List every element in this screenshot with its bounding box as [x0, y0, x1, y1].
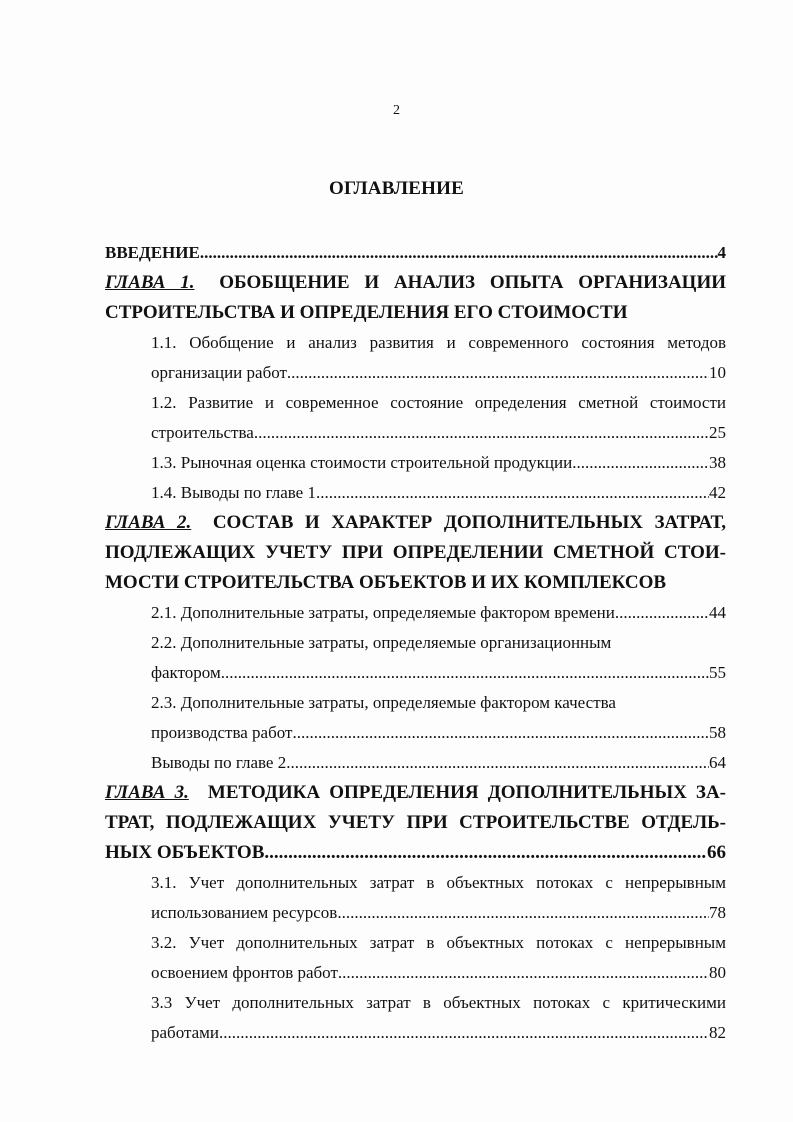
toc-page-number: 64 [709, 753, 726, 772]
toc-entry-title: 1.3. Рыночная оценка стоимости строительной продукции [151, 453, 573, 472]
dot-leader [572, 448, 709, 478]
toc-entry [105, 958, 726, 988]
dot-leader [287, 358, 709, 388]
toc-entry [105, 718, 726, 748]
dot-leader [615, 598, 709, 628]
dot-leader [338, 958, 709, 988]
dot-leader [254, 418, 709, 448]
toc-entry-title: 1.4. Выводы по главе 1 [151, 483, 316, 502]
toc-entry [105, 838, 726, 868]
toc-entry: 1.2. Развитие и современное состояние определения сметной стоимости [151, 393, 726, 412]
chapter-heading-line: ПОДЛЕЖАЩИХ УЧЕТУ ПРИ ОПРЕДЕЛЕНИИ СМЕТНОЙ СТОИ- [105, 542, 726, 563]
chapter-heading [105, 778, 726, 808]
toc-entry [105, 478, 726, 508]
dot-leader [219, 1018, 709, 1048]
toc-entry [105, 448, 726, 478]
toc-entry [105, 658, 726, 688]
toc-page-number: 55 [709, 663, 726, 682]
toc-entry [105, 1018, 726, 1048]
toc-page-number: 78 [709, 903, 726, 922]
toc-entry: 2.3. Дополнительные затраты, определяемые фактором качества [151, 693, 616, 712]
toc-entry-title: фактором [151, 663, 221, 682]
chapter-title-line: ОБОБЩЕНИЕ И АНАЛИЗ ОПЫТА ОРГАНИЗАЦИИ [219, 272, 726, 293]
page-title: ОГЛАВЛЕНИЕ [329, 178, 464, 199]
toc-page-number: 82 [709, 1023, 726, 1042]
toc-entry-intro [105, 238, 726, 268]
dot-leader [264, 838, 707, 868]
toc-page-number: 66 [707, 842, 726, 863]
toc-page-number: 38 [709, 453, 726, 472]
toc-page-number: 25 [709, 423, 726, 442]
toc-entry [105, 358, 726, 388]
toc-entry: 2.2. Дополнительные затраты, определяемые организационным [151, 633, 612, 652]
toc-page-number: 42 [709, 483, 726, 502]
toc-entry-title: использованием ресурсов [151, 903, 338, 922]
dot-leader [316, 478, 709, 508]
chapter-heading [105, 508, 726, 538]
chapter-heading-line: МОСТИ СТРОИТЕЛЬСТВА ОБЪЕКТОВ И ИХ КОМПЛЕКСОВ [105, 572, 667, 593]
chapter-label: ГЛАВА 2. [105, 512, 192, 533]
toc-entry-title: организации работ [151, 363, 287, 382]
toc-page-number: 58 [709, 723, 726, 742]
toc-entry-title: Выводы по главе 2 [151, 753, 287, 772]
chapter-heading [105, 268, 726, 298]
chapter-title-line: СОСТАВ И ХАРАКТЕР ДОПОЛНИТЕЛЬНЫХ ЗАТРАТ, [212, 512, 726, 533]
toc-entry-title: НЫХ ОБЪЕКТОВ [105, 842, 265, 863]
dot-leader [286, 748, 709, 778]
chapter-title-line: МЕТОДИКА ОПРЕДЕЛЕНИЯ ДОПОЛНИТЕЛЬНЫХ ЗА- [207, 782, 726, 803]
dot-leader [200, 238, 718, 268]
page-number: 2 [393, 103, 400, 118]
toc-entry-title: производства работ [151, 723, 293, 742]
toc-entry: 3.2. Учет дополнительных затрат в объектных потоках с непрерывным [151, 933, 726, 952]
toc-page-number: 10 [709, 363, 726, 382]
toc-entry-title: освоением фронтов работ [151, 963, 338, 982]
chapter-heading-line: СТРОИТЕЛЬСТВА И ОПРЕДЕЛЕНИЯ ЕГО СТОИМОСТИ [105, 302, 628, 323]
dot-leader [337, 898, 709, 928]
dot-leader [292, 718, 709, 748]
toc-page-number: 80 [709, 963, 726, 982]
toc-entry [105, 748, 726, 778]
toc-entry [105, 598, 726, 628]
toc-entry: 1.1. Обобщение и анализ развития и современного состояния методов [151, 333, 726, 352]
toc-page-number: 44 [709, 603, 726, 622]
toc-entry [105, 898, 726, 928]
chapter-heading-line: ТРАТ, ПОДЛЕЖАЩИХ УЧЕТУ ПРИ СТРОИТЕЛЬСТВЕ ОТДЕЛЬ- [105, 812, 726, 833]
toc-page-number: 4 [717, 243, 726, 262]
toc-entry: 3.3 Учет дополнительных затрат в объектных потоках с критическими [151, 993, 726, 1012]
chapter-label: ГЛАВА 1. [105, 272, 195, 293]
toc-entry-title: 2.1. Дополнительные затраты, определяемые фактором времени [151, 603, 615, 622]
chapter-label: ГЛАВА 3. [105, 782, 189, 803]
toc-entry [105, 418, 726, 448]
toc-entry: 3.1. Учет дополнительных затрат в объектных потоках с непрерывным [151, 873, 726, 892]
table-of-contents [105, 238, 726, 1048]
toc-entry-title: строительства [151, 423, 254, 442]
toc-entry-title: ВВЕДЕНИЕ [105, 243, 200, 262]
dot-leader [221, 658, 709, 688]
toc-entry-title: работами [151, 1023, 220, 1042]
